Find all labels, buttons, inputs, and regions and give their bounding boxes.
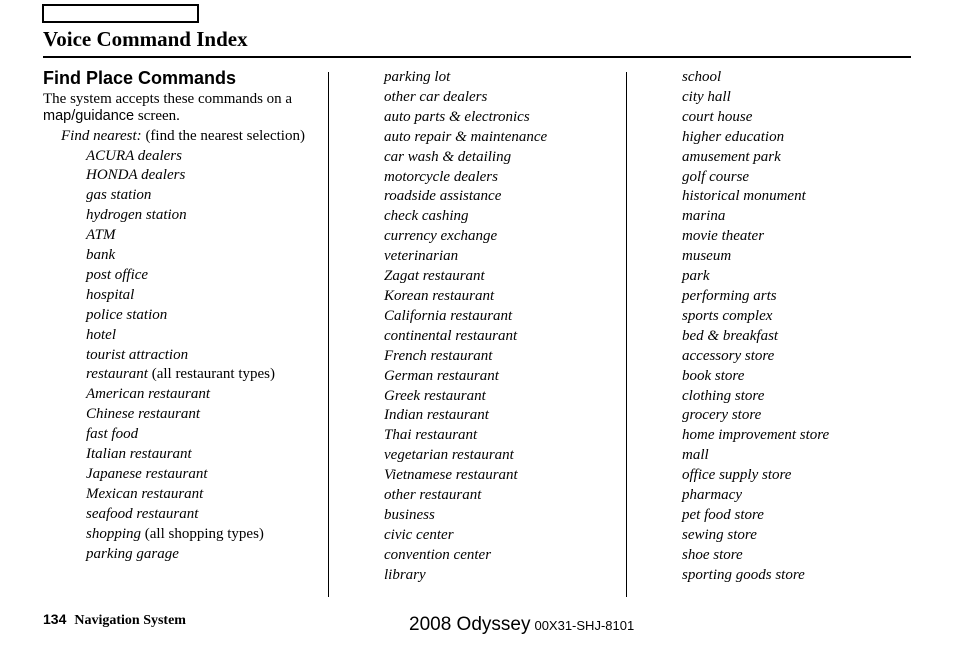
- command-text: parking garage: [86, 545, 179, 562]
- command-text: court house: [682, 108, 753, 125]
- command-item: [384, 446, 619, 466]
- command-item: [86, 445, 321, 465]
- command-text: Japanese restaurant: [86, 466, 208, 482]
- command-text: fast food: [86, 426, 139, 443]
- command-item: [384, 267, 619, 287]
- command-item: [682, 148, 912, 168]
- command-text: library: [384, 566, 426, 583]
- command-item: [86, 346, 321, 366]
- command-text: higher education: [682, 128, 785, 145]
- command-item: [682, 406, 912, 426]
- command-item: [384, 327, 619, 347]
- command-text: book store: [682, 367, 745, 384]
- command-note: (all restaurant types): [147, 366, 275, 383]
- command-text: convention center: [384, 546, 492, 563]
- command-item: [86, 206, 321, 226]
- command-item: [682, 307, 912, 327]
- command-item: [682, 168, 912, 188]
- intro-pre: The system accepts these commands on a: [43, 91, 293, 107]
- command-item: [86, 485, 321, 505]
- command-item: [384, 287, 619, 307]
- command-text: historical monument: [682, 188, 806, 205]
- command-text: hospital: [86, 286, 135, 303]
- command-item: [86, 166, 321, 186]
- column-3: [682, 68, 912, 586]
- command-text: civic center: [384, 526, 454, 543]
- command-text: other restaurant: [384, 487, 482, 504]
- command-item: [682, 347, 912, 367]
- command-item: [384, 367, 619, 387]
- command-item: [682, 267, 912, 287]
- command-text: currency exchange: [384, 228, 498, 245]
- command-text: auto parts & electronics: [384, 108, 530, 125]
- command-text: amusement park: [682, 148, 781, 165]
- command-item: [682, 546, 912, 566]
- find-nearest-command: Find nearest:: [61, 128, 142, 144]
- command-text: grocery store: [682, 407, 762, 424]
- command-text: parking lot: [384, 69, 451, 85]
- command-item: [86, 505, 321, 525]
- command-item: [682, 327, 912, 347]
- page-title: Voice Command Index: [43, 27, 248, 51]
- command-text: motorcycle dealers: [384, 168, 498, 185]
- command-item: [384, 526, 619, 546]
- command-text: hydrogen station: [86, 207, 187, 224]
- title-rule: [43, 56, 911, 58]
- command-item: [86, 365, 321, 385]
- command-item: [682, 68, 912, 88]
- command-text: city hall: [682, 88, 731, 105]
- command-item: [86, 246, 321, 266]
- command-item: [384, 347, 619, 367]
- command-text: school: [682, 69, 722, 85]
- command-text: shopping: [86, 525, 142, 542]
- command-text: Vietnamese restaurant: [384, 467, 518, 484]
- command-text: Korean restaurant: [384, 287, 495, 304]
- command-item: [384, 108, 619, 128]
- footer-model: [409, 614, 634, 636]
- command-item: [682, 426, 912, 446]
- command-text: clothing store: [682, 387, 765, 404]
- command-item: [384, 88, 619, 108]
- command-text: golf course: [682, 168, 750, 185]
- command-text: sporting goods store: [682, 566, 805, 583]
- command-text: home improvement store: [682, 427, 830, 444]
- command-item: [86, 226, 321, 246]
- command-item: [86, 147, 321, 167]
- command-item: [384, 187, 619, 207]
- command-item: [384, 128, 619, 148]
- command-item: [682, 187, 912, 207]
- column-2: [384, 68, 619, 586]
- command-text: other car dealers: [384, 88, 488, 105]
- command-item: [86, 525, 321, 545]
- command-text: check cashing: [384, 208, 469, 225]
- command-text: museum: [682, 248, 732, 265]
- command-text: Chinese restaurant: [86, 406, 201, 423]
- command-item: [682, 207, 912, 227]
- command-text: movie theater: [682, 228, 765, 245]
- command-item: [86, 266, 321, 286]
- column-divider-1: [328, 72, 329, 597]
- command-item: [384, 207, 619, 227]
- command-text: ATM: [86, 227, 116, 244]
- command-item: [384, 387, 619, 407]
- command-item: [384, 227, 619, 247]
- command-text: continental restaurant: [384, 327, 518, 344]
- command-item: [682, 367, 912, 387]
- command-text: office supply store: [682, 467, 792, 484]
- footer-section: Navigation System: [74, 613, 186, 628]
- part-code: 00X31-SHJ-8101: [534, 618, 635, 633]
- command-text: Greek restaurant: [384, 387, 486, 404]
- command-text: sports complex: [682, 307, 773, 324]
- command-item: [86, 326, 321, 346]
- footer-left: [43, 611, 186, 629]
- command-item: [384, 506, 619, 526]
- command-item: [384, 307, 619, 327]
- command-text: seafood restaurant: [86, 505, 199, 522]
- command-text: French restaurant: [384, 347, 493, 364]
- command-item: [682, 466, 912, 486]
- command-item: [682, 108, 912, 128]
- command-text: pharmacy: [682, 487, 742, 504]
- command-item: [682, 128, 912, 148]
- command-text: shoe store: [682, 546, 743, 563]
- model-name: 2008 Odyssey: [409, 614, 531, 635]
- command-text: American restaurant: [86, 386, 211, 403]
- command-item: [682, 227, 912, 247]
- command-text: Thai restaurant: [384, 427, 478, 444]
- command-text: HONDA dealers: [86, 167, 186, 184]
- command-item: [682, 88, 912, 108]
- section-heading: Find Place Commands: [43, 68, 237, 88]
- command-item: [86, 405, 321, 425]
- command-item: [682, 566, 912, 586]
- command-text: vegetarian restaurant: [384, 447, 514, 464]
- command-text: auto repair & maintenance: [384, 128, 548, 145]
- command-item: [682, 287, 912, 307]
- command-item: [86, 306, 321, 326]
- command-item: [384, 168, 619, 188]
- command-text: police station: [86, 306, 168, 323]
- command-item: [86, 286, 321, 306]
- find-nearest-list: [43, 147, 321, 565]
- command-item: [682, 446, 912, 466]
- command-item: [86, 465, 321, 485]
- header-tab-box: [42, 4, 199, 23]
- command-text: Mexican restaurant: [86, 485, 204, 502]
- command-text: German restaurant: [384, 367, 499, 384]
- command-text: ACURA dealers: [86, 147, 182, 164]
- command-note: (all shopping types): [141, 525, 264, 542]
- command-item: [682, 506, 912, 526]
- command-text: gas station: [86, 187, 152, 204]
- command-text: Indian restaurant: [384, 407, 489, 424]
- intro-post: screen.: [134, 107, 180, 124]
- intro-screen-name: map/guidance: [43, 107, 135, 124]
- intro-text: [43, 91, 321, 124]
- find-nearest-note: (find the nearest selection): [141, 128, 305, 144]
- command-text: car wash & detailing: [384, 148, 512, 165]
- command-text: roadside assistance: [384, 188, 502, 205]
- command-text: tourist attraction: [86, 346, 189, 363]
- command-item: [384, 426, 619, 446]
- command-item: [86, 385, 321, 405]
- command-text: Zagat restaurant: [384, 268, 485, 285]
- command-item: [682, 387, 912, 407]
- command-text: post office: [86, 266, 149, 283]
- command-item: [682, 526, 912, 546]
- command-item: [384, 486, 619, 506]
- command-item: [384, 466, 619, 486]
- command-text: marina: [682, 208, 726, 225]
- column-1: [43, 68, 321, 565]
- command-item: [86, 186, 321, 206]
- command-item: [384, 546, 619, 566]
- command-text: bank: [86, 247, 116, 264]
- command-text: sewing store: [682, 526, 757, 543]
- command-text: mall: [682, 447, 709, 464]
- command-text: veterinarian: [384, 248, 459, 265]
- command-item: [384, 566, 619, 586]
- command-item: [384, 148, 619, 168]
- command-text: business: [384, 506, 435, 523]
- page-number: 134: [43, 611, 67, 627]
- command-item: [384, 68, 619, 88]
- command-text: pet food store: [682, 506, 764, 523]
- command-item: [384, 406, 619, 426]
- find-nearest-line: [43, 128, 321, 145]
- command-text: accessory store: [682, 347, 775, 364]
- command-text: performing arts: [682, 287, 777, 304]
- command-text: Italian restaurant: [86, 446, 192, 463]
- command-text: California restaurant: [384, 307, 513, 324]
- command-item: [682, 486, 912, 506]
- command-item: [86, 425, 321, 445]
- command-item: [682, 247, 912, 267]
- command-text: bed & breakfast: [682, 327, 779, 344]
- command-text: restaurant: [86, 366, 148, 383]
- command-text: hotel: [86, 326, 116, 343]
- command-item: [384, 247, 619, 267]
- command-text: park: [682, 268, 710, 285]
- column-divider-2: [626, 72, 627, 597]
- command-item: [86, 545, 321, 565]
